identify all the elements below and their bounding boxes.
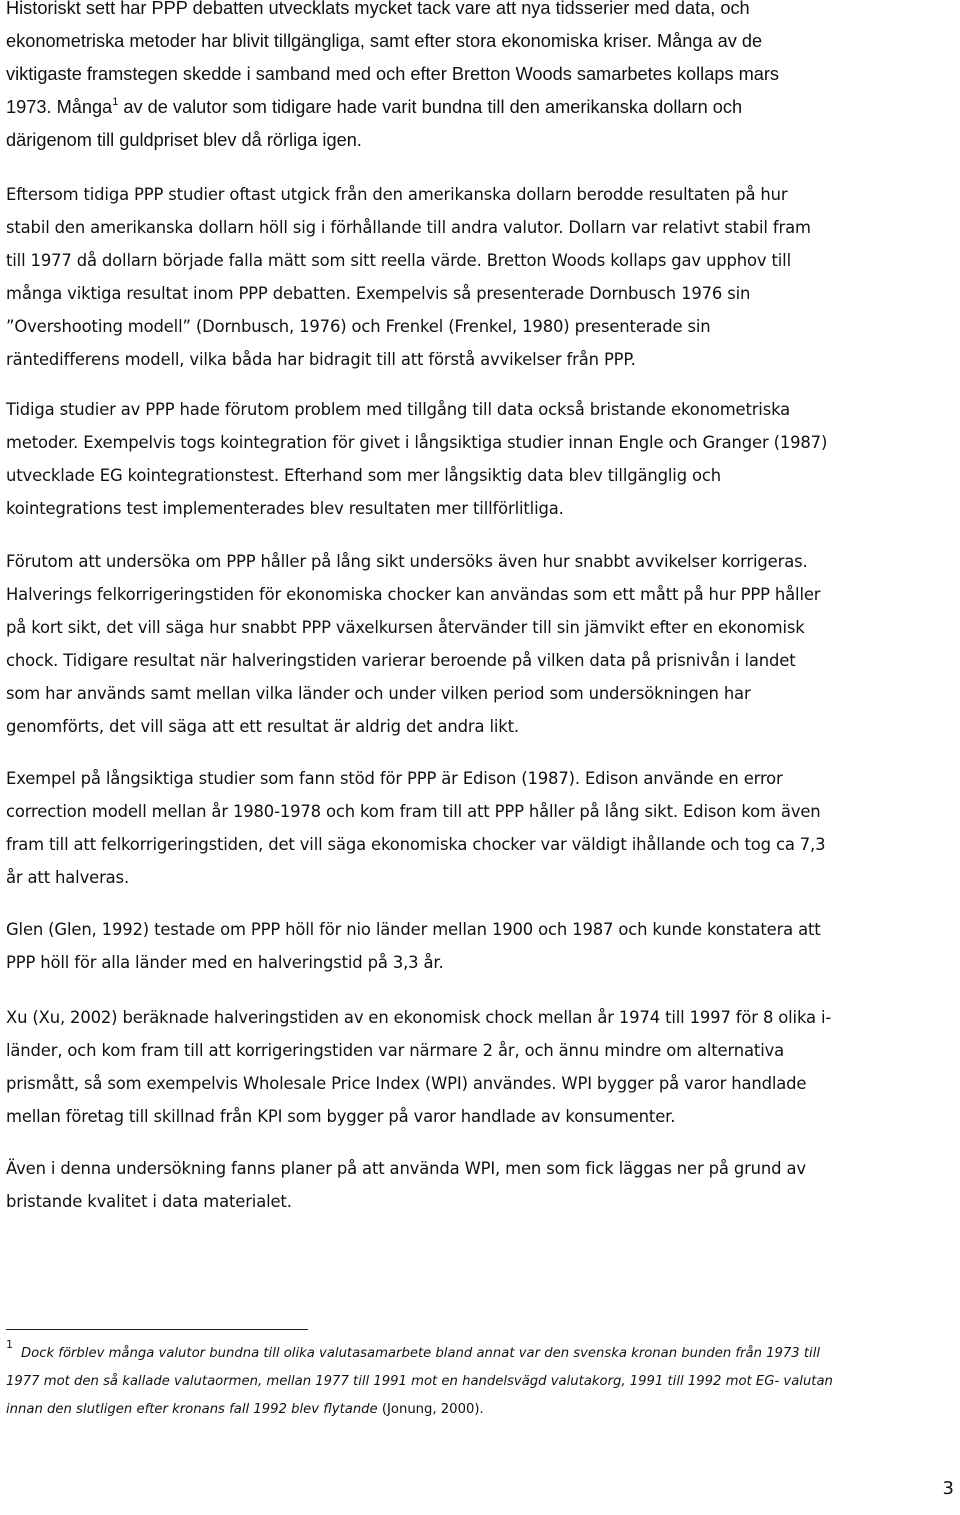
paragraph-history [6,0,956,157]
footnote-line [6,1340,960,1368]
paragraph-glen [6,913,956,979]
page-number: 3 [942,1478,954,1499]
text-segment: av de valutor som tidigare hade varit bundna till den amerikanska dollarn och [118,97,743,117]
paragraph-early-studies [6,178,956,376]
text-line: räntedifferens modell, vilka båda har bidragit till att förstå avvikelser från PPP. [6,350,636,369]
text-line: prismått, så som exempelvis Wholesale Price Index (WPI) användes. WPI bygger på varor handlade [6,1074,807,1093]
paragraph-edison [6,762,956,894]
text-line: PPP höll för alla länder med en halveringstid på 3,3 år. [6,953,444,972]
text-line: metoder. Exempelvis togs kointegration för givet i långsiktiga studier innan Engle och Granger (1987) [6,433,828,452]
text-line: Exempel på långsiktiga studier som fann stöd för PPP är Edison (1987). Edison använde en error [6,769,783,788]
footnote-line [6,1396,960,1424]
text-line: Tidiga studier av PPP hade förutom problem med tillgång till data också bristande ekonometriska [6,400,791,419]
text-line: ”Overshooting modell” (Dornbusch, 1976) och Frenkel (Frenkel, 1980) presenterade sin [6,317,711,336]
text-line: utvecklade EG kointegrationstest. Efterhand som mer långsiktig data blev tillgänglig och [6,466,721,485]
text-line: chock. Tidigare resultat när halveringstiden varierar beroende på vilken data på prisnivån i landet [6,651,796,670]
text-line: bristande kvalitet i data materialet. [6,1192,292,1211]
text-line: viktigaste framstegen skedde i samband med och efter Bretton Woods samarbetes kollaps mars [6,64,780,84]
footnote-separator [6,1329,308,1330]
text-line: som har används samt mellan vilka länder och under vilken period som undersökningen har [6,684,751,703]
text-line: Historiskt sett har PPP debatten utvecklats mycket tack vare att nya tidsserier med data, och [6,0,750,18]
text-line: genomförts, det vill säga att ett resultat är aldrig det andra likt. [6,717,519,736]
text-line-with-footnote [6,91,956,124]
text-line: till 1977 då dollarn började falla mätt som sitt reella värde. Bretton Woods kollaps gav upphov till [6,251,791,270]
paragraph-this-study [6,1152,956,1218]
text-line: kointegrations test implementerades blev resultaten mer tillförlitliga. [6,499,564,518]
text-line: Eftersom tidiga PPP studier oftast utgick från den amerikanska dollarn berodde resultaten på hur [6,185,788,204]
text-line: på kort sikt, det vill säga hur snabbt PPP växelkursen återvänder till sin jämvikt efter en ekonomisk [6,618,805,637]
footnote [6,1340,960,1424]
footnote-text: 1977 mot den så kallade valutaormen, mellan 1977 till 1991 mot en handelsvägd valutakorg, 1991 till 1992 mot EG- valutan [6,1374,833,1389]
paragraph-xu [6,1001,956,1133]
footnote-text: Dock förblev många valutor bundna till olika valutasamarbete bland annat var den svenska kronan bunden från 1973 till [21,1346,821,1361]
text-line: länder, och kom fram till att korrigeringstiden var närmare 2 år, och ännu mindre om alternativa [6,1041,785,1060]
text-line: Xu (Xu, 2002) beräknade halveringstiden av en ekonomisk chock mellan år 1974 till 1997 för 8 olika i- [6,1008,832,1027]
text-line: Även i denna undersökning fanns planer på att använda WPI, men som fick läggas ner på grund av [6,1159,806,1178]
text-line: ekonometriska metoder har blivit tillgängliga, samt efter stora ekonomiska kriser. Många av de [6,31,763,51]
footnote-citation: (Jonung, 2000). [377,1402,484,1417]
text-line: Förutom att undersöka om PPP håller på lång sikt undersöks även hur snabbt avvikelser korrigeras. [6,552,808,571]
footnote-line [6,1368,960,1396]
text-line: correction modell mellan år 1980-1978 och kom fram till att PPP håller på lång sikt. Edison kom även [6,802,821,821]
text-line: många viktiga resultat inom PPP debatten. Exempelvis så presenterade Dornbusch 1976 sin [6,284,751,303]
text-line: Glen (Glen, 1992) testade om PPP höll för nio länder mellan 1900 och 1987 och kunde konstatera att [6,920,821,939]
text-line: Halverings felkorrigeringstiden för ekonomiska chocker kan användas som ett mått på hur PPP håller [6,585,821,604]
footnote-text: innan den slutligen efter kronans fall 1992 blev flytande [6,1402,378,1417]
text-segment: 1973. Många [6,97,113,117]
text-line: fram till att felkorrigeringstiden, det vill säga ekonomiska chocker var väldigt ihållande och tog ca 7,3 [6,835,826,854]
footnote-marker: 1 [6,1338,13,1351]
paragraph-econometrics [6,393,956,525]
paragraph-half-life [6,545,956,743]
text-line: stabil den amerikanska dollarn höll sig i förhållande till andra valutor. Dollarn var relativt stabil fram [6,218,811,237]
text-line: mellan företag till skillnad från KPI som bygger på varor handlade av konsumenter. [6,1107,676,1126]
footnote-reference: 1 [112,96,119,108]
text-line: år att halveras. [6,868,130,887]
text-line: därigenom till guldpriset blev då rörliga igen. [6,130,362,150]
